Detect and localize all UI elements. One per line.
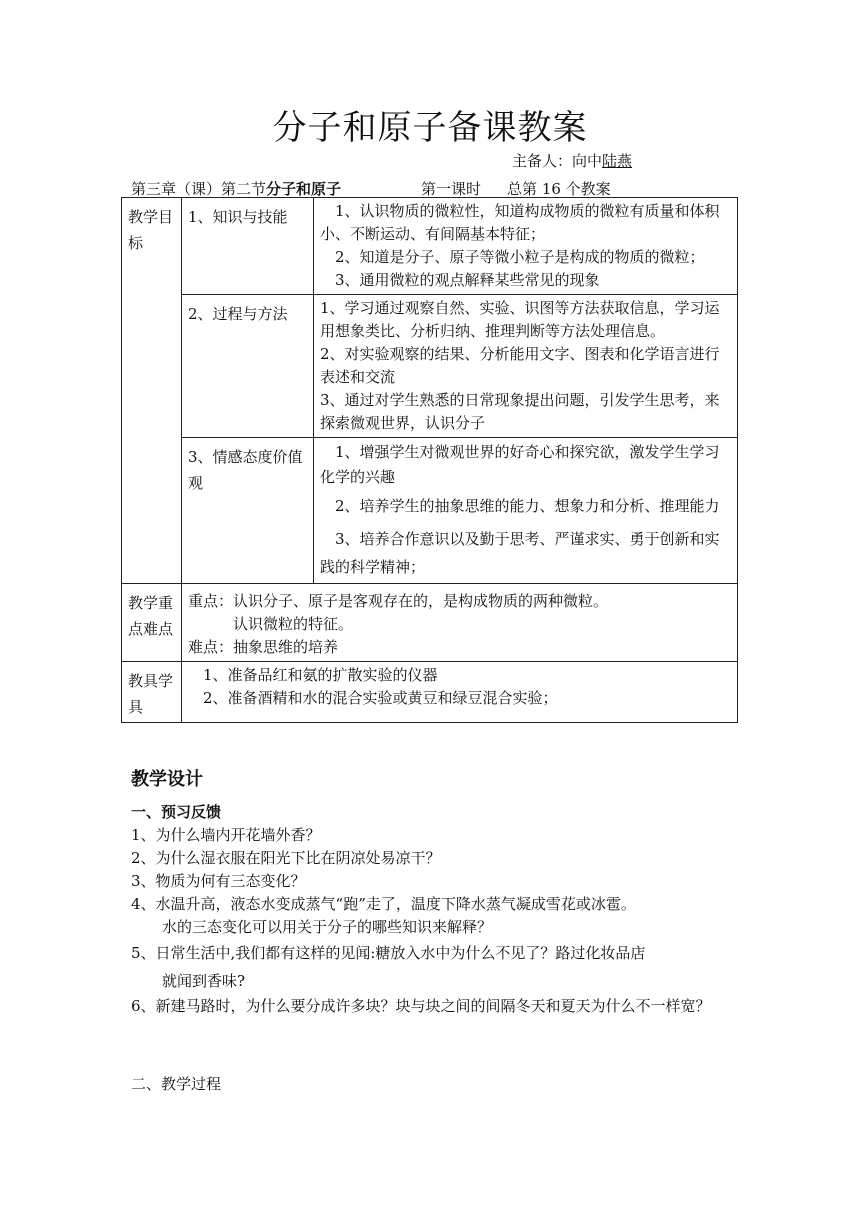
process-heading: 二、教学过程 — [131, 1075, 222, 1093]
objective-content — [314, 198, 738, 295]
tools-line: 1、准备品红和氨的扩散实验的仪器 — [188, 666, 438, 684]
tools-line: 2、准备酒精和水的混合实验或黄豆和绿豆混合实验； — [188, 689, 558, 707]
objective-line: 1、增强学生对微观世界的好奇心和探究欲，激发学生学习化学的兴趣 — [320, 443, 720, 486]
objective-line: 3、培养合作意识以及勤于思考、严谨求实、勇于创新和实践的科学精神； — [320, 530, 720, 576]
question-item: 6、新建马路时，为什么要分成许多块？块与块之间的间隔冬天和夏天为什么不一样宽？ — [131, 997, 711, 1015]
author-line — [512, 150, 632, 171]
objectives-label: 教学目标 — [122, 198, 182, 584]
objective-content — [314, 295, 738, 438]
objective-row-attitude — [122, 438, 738, 584]
objective-row-knowledge — [122, 198, 738, 295]
question-item: 1、为什么墙内开花墙外香？ — [131, 826, 321, 844]
question-item: 2、为什么湿衣服在阳光下比在阴凉处易凉干？ — [131, 849, 441, 867]
question-continuation: 水的三态变化可以用关于分子的哪些知识来解释？ — [162, 918, 493, 936]
key-point-line: 重点：认识分子、原子是客观存在的，是构成物质的两种微粒。 — [188, 592, 609, 610]
design-heading: 教学设计 — [131, 769, 203, 790]
tools-label: 教具学具 — [122, 662, 182, 723]
objective-line: 2、培养学生的抽象思维的能力、想象力和分析、推理能力 — [320, 497, 720, 515]
key-points-row — [122, 584, 738, 662]
objective-label: 2、过程与方法 — [182, 295, 314, 438]
objective-line: 1、认识物质的微粒性，知道构成物质的微粒有质量和体积小、不断运动、有间隔基本特征； — [320, 202, 720, 243]
tools-row — [122, 662, 738, 723]
question-item: 4、水温升高，液态水变成蒸气“跑”走了，温度下降水蒸气凝成雪花或冰雹。 — [131, 895, 636, 913]
objective-content — [314, 438, 738, 584]
author-prefix: 主备人：向中 — [512, 152, 603, 170]
key-points-label: 教学重点难点 — [122, 584, 182, 662]
lesson-plan-table — [121, 197, 738, 723]
key-point-line: 难点：抽象思维的培养 — [188, 638, 339, 656]
question-continuation: 就闻到香味? — [162, 972, 246, 990]
preview-heading: 一、预习反馈 — [131, 803, 222, 821]
objective-line: 3、通过对学生熟悉的日常现象提出问题，引发学生思考，来探索微观世界，认识分子 — [320, 391, 720, 432]
key-point-line: 认识微粒的特征。 — [188, 615, 354, 633]
document-title: 分子和原子备课教案 — [272, 108, 588, 148]
chapter-pre: 第三章（课）第二节 — [131, 180, 267, 198]
chapter-line — [131, 178, 611, 199]
key-points-content — [182, 584, 738, 662]
question-item: 5、日常生活中,我们都有这样的见闻:糖放入水中为什么不见了？路过化妆品店 — [131, 944, 646, 962]
objective-label: 3、情感态度价值观 — [182, 438, 314, 584]
objective-row-process — [122, 295, 738, 438]
objective-line: 1、学习通过观察自然、实验、识图等方法获取信息，学习运用想象类比、分析归纳、推理判断等方法处理信息。 — [320, 299, 720, 340]
objective-line: 3、通用微粒的观点解释某些常见的现象 — [320, 271, 600, 289]
lesson-number: 第一课时 — [421, 180, 482, 198]
author-name: 陆燕 — [602, 152, 633, 170]
chapter-topic: 分子和原子 — [266, 180, 342, 198]
question-item: 3、物质为何有三态变化？ — [131, 872, 306, 890]
objective-label: 1、知识与技能 — [182, 198, 314, 295]
objective-line: 2、知道是分子、原子等微小粒子是构成的物质的微粒； — [320, 248, 705, 266]
objective-line: 2、对实验观察的结果、分析能用文字、图表和化学语言进行表述和交流 — [320, 345, 720, 386]
total-plan-count: 总第 16 个教案 — [507, 180, 611, 198]
tools-content — [182, 662, 738, 723]
